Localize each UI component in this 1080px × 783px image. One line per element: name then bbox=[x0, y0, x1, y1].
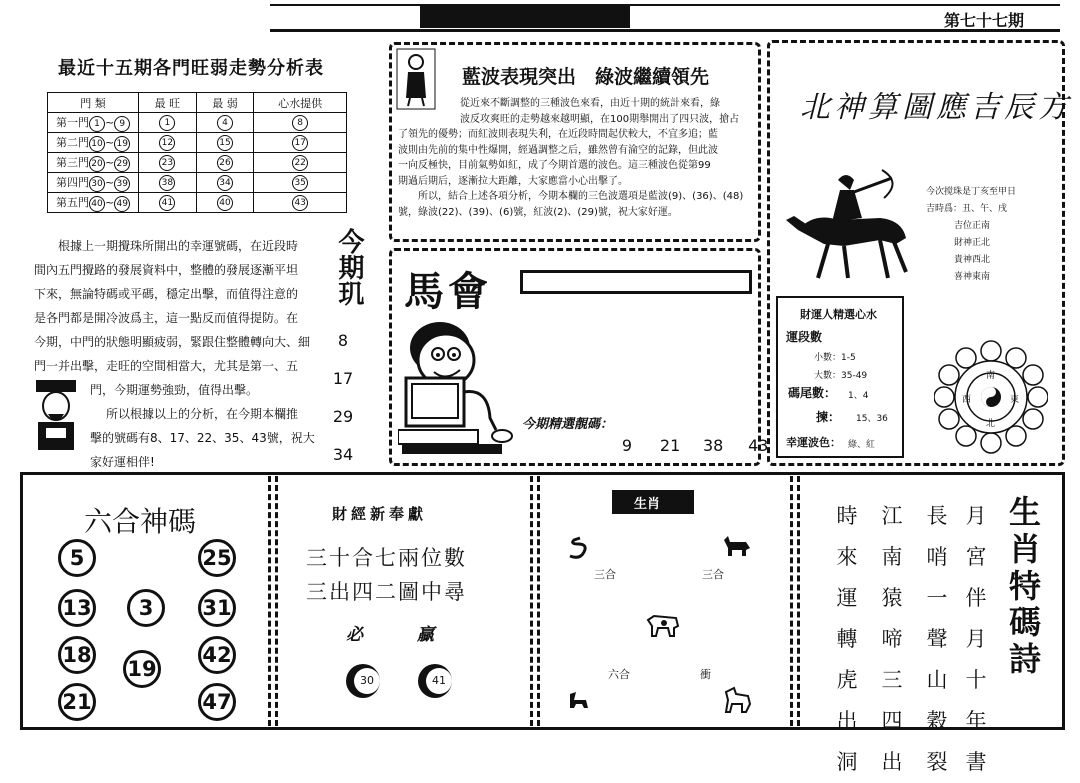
big-range: 大數：35-49 bbox=[814, 371, 868, 381]
horse-club-banner: 馬會 bbox=[404, 268, 492, 315]
deity-vertical-title: 北神算圖應吉辰方 bbox=[800, 90, 1072, 125]
poem-char: 十 bbox=[965, 668, 987, 692]
finance-line-2: 三出四二圖中尋 bbox=[306, 580, 467, 604]
horse-picks bbox=[604, 436, 775, 455]
analysis-line: 根據上一期攪珠所開出的幸運號碼，在近段時 bbox=[58, 239, 299, 253]
poem-char: 虎 bbox=[836, 668, 858, 692]
poem-char: 月 bbox=[965, 627, 987, 651]
deity-info-line: 喜神東南 bbox=[954, 272, 991, 282]
poem-char: 猿 bbox=[881, 586, 903, 610]
analysis-header-row bbox=[48, 93, 347, 113]
bottom-divider-3 bbox=[790, 476, 800, 726]
finance-line-1: 三十合七兩位數 bbox=[306, 546, 467, 570]
table-row: 第一門 1 ~ 9 1 4 8 bbox=[48, 113, 347, 133]
compass-west: 西 bbox=[962, 395, 972, 405]
finance-title: 財經新奉獻 bbox=[332, 505, 428, 523]
poem-char: 碼 bbox=[1008, 603, 1041, 642]
poem-char: 聲 bbox=[926, 627, 948, 651]
analysis-line: 門，今期運勢強勁，值得出擊。 bbox=[90, 383, 259, 397]
table-row: 第三門 20 ~ 29 23 26 22 bbox=[48, 153, 347, 173]
archer-horse-illustration bbox=[784, 168, 916, 282]
header-bar bbox=[270, 4, 1060, 32]
deity-figure-illustration bbox=[30, 378, 82, 454]
duan-label: 運段數 bbox=[786, 330, 823, 344]
poem-char: 出 bbox=[881, 750, 903, 774]
poem-char: 啼 bbox=[881, 627, 903, 651]
pick-number: 38 bbox=[703, 436, 724, 455]
poem-column bbox=[832, 496, 862, 783]
col-cold: 最 弱 bbox=[196, 93, 254, 113]
compass-north: 北 bbox=[986, 419, 996, 429]
liuhe-title: 六合神碼 bbox=[84, 505, 197, 538]
poem-char: 裂 bbox=[926, 750, 948, 774]
pick-number: 43 bbox=[292, 195, 308, 211]
table-row: 第五門 40 ~ 49 41 40 43 bbox=[48, 193, 347, 213]
poem-char: 四 bbox=[881, 709, 903, 733]
cold-number: 26 bbox=[217, 155, 233, 171]
deity-info-line: 貴神西北 bbox=[954, 255, 991, 265]
pick-label: 揀： bbox=[816, 410, 841, 424]
row-label: 第五門 bbox=[56, 195, 89, 209]
liuhe-relation-label: 六合 bbox=[608, 668, 630, 681]
cold-number: 40 bbox=[217, 195, 233, 211]
cold-number: 34 bbox=[217, 175, 233, 191]
finance-ball-2: 41 bbox=[418, 664, 452, 698]
analysis-line: 擊的號碼有8、17、22、35、43號，祝大 bbox=[90, 431, 315, 445]
finance-win: 贏 bbox=[417, 625, 434, 645]
analysis-line: 今期，中門的狀態明顯疲弱，緊跟住整體轉向大、細 bbox=[34, 335, 311, 349]
poem-char: 時 bbox=[836, 504, 858, 528]
liuhe-number: 3 bbox=[127, 589, 165, 627]
wave-line: 期過后期后，逐漸拉大距離，大家應當小心出擊了。 bbox=[398, 175, 628, 187]
side-number: 8 bbox=[337, 331, 349, 350]
poem-char: 江 bbox=[881, 504, 903, 528]
liuhe-number: 13 bbox=[58, 589, 96, 627]
wave-line: 所以，結合上述各項分析，今期本欄的三色波選項是藍波(9)、(36)、(48) bbox=[418, 191, 744, 202]
liuhe-number: 5 bbox=[58, 539, 96, 577]
compass-south: 南 bbox=[986, 371, 996, 381]
poem-char: 宮 bbox=[965, 545, 987, 569]
hot-number: 1 bbox=[159, 115, 175, 131]
pick-number: 9 bbox=[621, 436, 633, 455]
computer-user-cartoon bbox=[398, 318, 526, 458]
wave-line: 波則由先前的集中性爆開，經過調整之后，雖然曾有淪空的記錄，但此波 bbox=[398, 144, 718, 156]
liuhe-number: 18 bbox=[58, 636, 96, 674]
issue-number: 第七十七期 bbox=[944, 11, 1025, 30]
header-title-banner bbox=[420, 6, 630, 28]
liuhe-number: 47 bbox=[198, 683, 236, 721]
poem-char: 運 bbox=[836, 586, 858, 610]
hot-number: 12 bbox=[159, 135, 175, 151]
sanhe-right-label: 三合 bbox=[702, 568, 724, 581]
goat-icon bbox=[568, 690, 590, 710]
lucky-wave-label: 幸運波色： bbox=[786, 436, 841, 449]
poem-char: 洞 bbox=[836, 750, 858, 774]
poem-column bbox=[877, 496, 907, 783]
poem-char: 山 bbox=[926, 668, 948, 692]
side-numbers bbox=[326, 322, 360, 474]
wave-line: 一向反極快，目前氣勢如紅，成了今期首選的波色。這三種波色從第99 bbox=[398, 160, 711, 171]
liuhe-number: 31 bbox=[198, 589, 236, 627]
picks-label: 今期精選靚碼： bbox=[522, 417, 614, 432]
pick-number: 35 bbox=[292, 175, 308, 191]
hot-number: 23 bbox=[159, 155, 175, 171]
chong-relation-label: 衝 bbox=[700, 668, 711, 681]
wave-line: 波反攻爽旺的走勢越來越明顯，在100期舉開出了四只波，搶占 bbox=[460, 113, 740, 125]
analysis-line: 是各門都是開冷波爲主，這一點反而值得提防。在 bbox=[34, 311, 299, 325]
wave-line: 號，綠波(22)、(39)、(6)號，紅波(2)、(29)號，祝大家好運。 bbox=[398, 206, 678, 218]
poem-char: 三 bbox=[881, 668, 903, 692]
poem-char: 伴 bbox=[965, 586, 987, 610]
poem-char: 書 bbox=[965, 750, 987, 774]
tail-label: 碼尾數： bbox=[788, 386, 837, 400]
hot-number: 38 bbox=[159, 175, 175, 191]
hot-number: 41 bbox=[159, 195, 175, 211]
wave-line: 了領先的優勢；而紅波則表現失利，在近段時間起伏較大，不宜多追；藍 bbox=[398, 129, 718, 140]
liuhe-number: 19 bbox=[123, 650, 161, 688]
analysis-line: 間內五門攪路的發展資料中，整體的發展逐漸平坦 bbox=[34, 263, 299, 277]
analysis-line: 家好運相伴! bbox=[90, 455, 155, 469]
deity-info bbox=[926, 184, 1056, 286]
liuhe-number: 42 bbox=[198, 636, 236, 674]
bottom-divider-2 bbox=[530, 476, 540, 726]
side-number: 29 bbox=[332, 407, 354, 426]
horse-club-banner-bar bbox=[520, 270, 752, 294]
snake-icon bbox=[566, 536, 592, 562]
analysis-table bbox=[47, 92, 347, 213]
pick-number: 17 bbox=[292, 135, 308, 151]
bottom-divider-1 bbox=[268, 476, 278, 726]
horse-icon bbox=[722, 686, 752, 714]
poem-char: 肖 bbox=[1008, 529, 1041, 568]
cold-number: 15 bbox=[217, 135, 233, 151]
cow-icon bbox=[646, 612, 680, 638]
col-pick: 心水提供 bbox=[254, 93, 347, 113]
compass-east: 東 bbox=[1010, 395, 1020, 405]
compass-wheel-diagram bbox=[934, 340, 1048, 454]
analysis-line: 下來，無論特碼或平碼，穩定出擊，而值得注意的 bbox=[34, 287, 299, 301]
side-number: 17 bbox=[332, 369, 354, 388]
deity-info-line: 吉位正南 bbox=[954, 221, 991, 231]
pick-value: 15、36 bbox=[856, 414, 888, 424]
finance-ball-1: 30 bbox=[346, 664, 380, 698]
poem-char: 生 bbox=[1008, 493, 1041, 531]
deity-info-line: 財神正北 bbox=[954, 238, 991, 248]
ox-icon bbox=[722, 534, 752, 558]
lucky-wave-value: 綠、紅 bbox=[848, 440, 876, 450]
vertical-brush-title: 今期玑 bbox=[334, 228, 364, 306]
row-label: 第一門 bbox=[56, 115, 89, 129]
side-number: 34 bbox=[332, 445, 354, 464]
poem-char: 來 bbox=[836, 545, 858, 569]
pick-number: 22 bbox=[292, 155, 308, 171]
poem-char: 年 bbox=[965, 709, 987, 733]
pick-number: 43 bbox=[748, 436, 769, 455]
poem-char: 詩 bbox=[1008, 640, 1041, 679]
poem-char: 轉 bbox=[836, 627, 858, 651]
col-hot: 最 旺 bbox=[139, 93, 197, 113]
tail-value: 1、4 bbox=[848, 391, 869, 401]
cold-number: 4 bbox=[217, 115, 233, 131]
pick-number: 21 bbox=[659, 436, 681, 455]
poem-char: 出 bbox=[836, 709, 858, 733]
poem-char: 一 bbox=[926, 586, 948, 610]
poem-char: 南 bbox=[881, 545, 903, 569]
poem-column bbox=[961, 496, 991, 783]
finance-must: 必 bbox=[346, 625, 363, 645]
zodiac-title: 生肖 bbox=[634, 497, 661, 512]
analysis-title: 最近十五期各門旺弱走勢分析表 bbox=[58, 58, 324, 79]
deity-info-line: 今次搅珠是丁亥至甲日 bbox=[926, 187, 1017, 197]
row-label: 第三門 bbox=[56, 155, 89, 169]
poem-char: 穀 bbox=[926, 709, 948, 733]
sanhe-left-label: 三合 bbox=[594, 568, 616, 581]
table-row: 第二門 10 ~ 19 12 15 17 bbox=[48, 133, 347, 153]
wave-body bbox=[398, 96, 754, 220]
wave-headline: 藍波表現突出 綠波繼續領先 bbox=[462, 66, 710, 88]
analysis-line: 門一并出擊，走旺的空間相當大，尤其是第一、五 bbox=[34, 359, 299, 373]
table-row: 第四門 30 ~ 39 38 34 35 bbox=[48, 173, 347, 193]
wave-line: 從近來不斷調整的三種波色來看，由近十期的統計來看，綠 bbox=[460, 98, 720, 109]
poem-char: 哨 bbox=[926, 545, 948, 569]
poem-column bbox=[922, 496, 952, 783]
poem-char: 特 bbox=[1008, 566, 1041, 605]
mascot-tips-title: 財運人精選心水 bbox=[800, 308, 877, 321]
poem-char: 長 bbox=[926, 504, 948, 528]
deity-info-line: 吉時爲：丑、午、戌 bbox=[926, 204, 1008, 214]
poem-title bbox=[1004, 494, 1046, 678]
pick-number: 8 bbox=[292, 115, 308, 131]
col-category: 門 類 bbox=[48, 93, 139, 113]
poem-char: 月 bbox=[965, 504, 987, 528]
small-range: 小數：1-5 bbox=[814, 353, 856, 363]
liuhe-number: 21 bbox=[58, 683, 96, 721]
analysis-line: 所以根據以上的分析，在今期本欄推 bbox=[106, 407, 299, 421]
liuhe-number: 25 bbox=[198, 539, 236, 577]
row-label: 第四門 bbox=[56, 175, 89, 189]
row-label: 第二門 bbox=[56, 135, 89, 149]
